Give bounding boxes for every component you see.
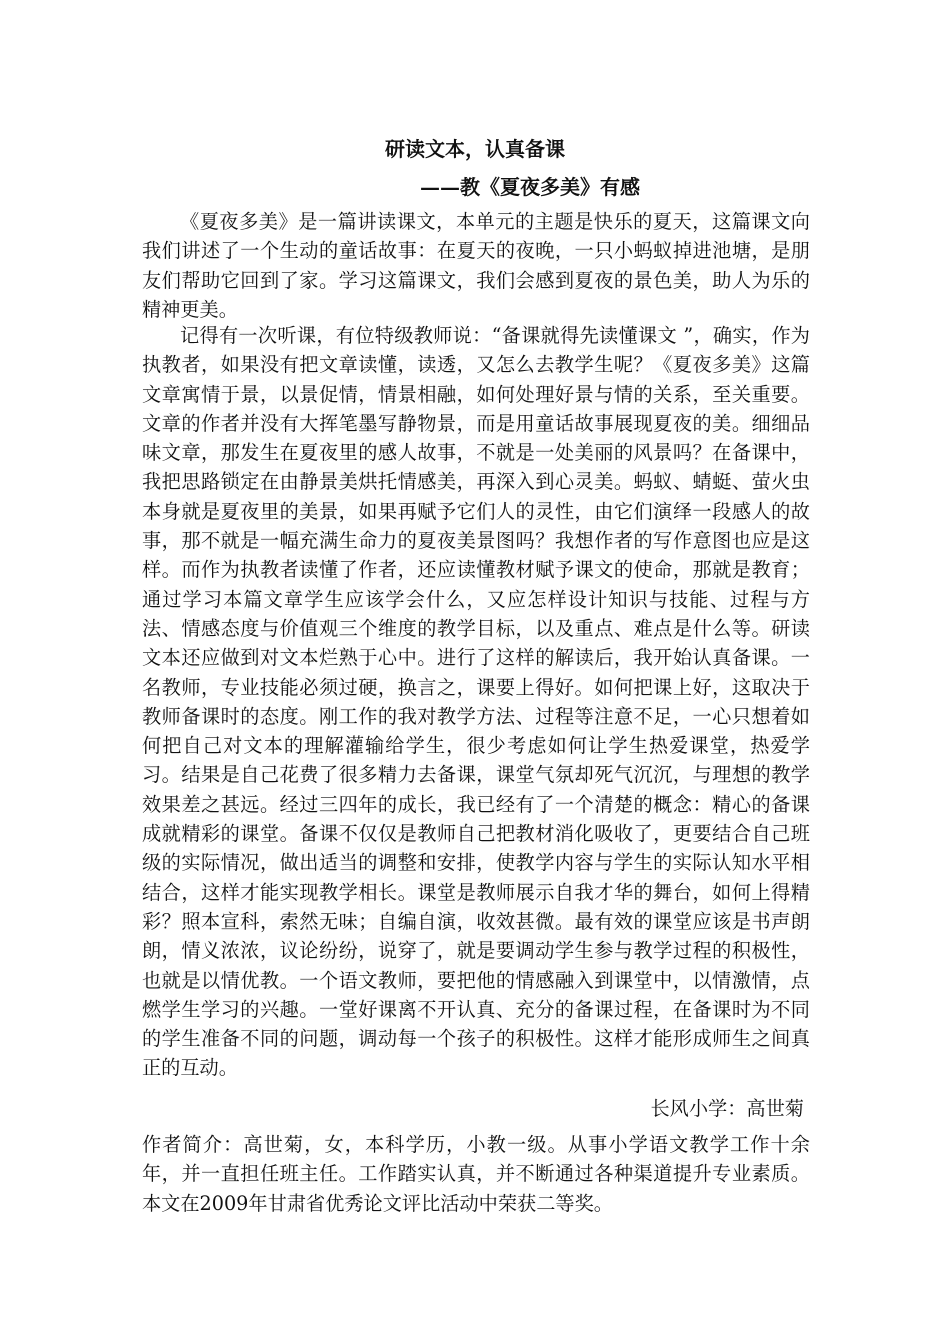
document-subtitle: ——教《夏夜多美》有感 — [420, 175, 640, 199]
paragraph-main: 记得有一次听课，有位特级教师说：“备课就得先读懂课文 ”，确实，作为执教者，如果没有把文章读懂，读透，又怎么去教学生呢？《夏夜多美》这篇文章寓情于景，以景促情，情景相融，如何处理好景与情的关系，至关重要。文章的作者并没有大挥笔墨写静物景，而是用童话故事展现夏夜的美。细细品味文章，那发生在夏夜里的感人故事，不就是一处美丽的风景吗？在备课中，我把思路锁定在由静景美烘托情感美，再深入到心灵美。蚂蚁、蜻蜓、萤火虫本身就是夏夜里的美景，如果再赋予它们人的灵性，由它们演绎一段感人的故事，那不就是一幅充满生命力的夏夜美景图吗？我想作者的写作意图也应是这样。而作为执教者读懂了作者，还应读懂教材赋予课文的使命，那就是教育；通过学习本篇文章学生应该学会什么，又应怎样设计知识与技能、过程与方法、情感态度与价值观三个维度的教学目标，以及重点、难点是什么等。研读文本还应做到对文本烂熟于心中。进行了这样的解读后，我开始认真备课。一名教师，专业技能必须过硬，换言之，课要上得好。如何把课上好，这取决于教师备课时的态度。刚工作的我对教学方法、过程等注意不足，一心只想着如何把自己对文本的理解灌输给学生，很少考虑如何让学生热爱课堂，热爱学习。结果是自己花费了很多精力去备课，课堂气氛却死气沉沉，与理想的教学效果差之甚远。经过三四年的成长，我已经有了一个清楚的概念：精心的备课成就精彩的课堂。备课不仅仅是教师自己把教材消化吸收了，更要结合自己班级的实际情况，做出适当的调整和安排，使教学内容与学生的实际认知水平相结合，这样才能实现教学相长。课堂是教师展示自我才华的舞台，如何上得精彩？照本宣科，索然无味；自编自演，收效甚微。最有效的课堂应该是书声朗朗，情义浓浓，议论纷纷，说穿了，就是要调动学生参与教学过程的积极性，也就是以情优教。一个语文教师，要把他的情感融入到课堂中，以情激情，点燃学生学习的兴趣。一堂好课离不开认真、充分的备课过程，在备课时为不同的学生准备不同的问题，调动每一个孩子的积极性。这样才能形成师生之间真正的互动。 — [142, 324, 810, 1080]
document-title: 研读文本，认真备课 — [385, 137, 565, 161]
author-bio: 作者简介：高世菊，女，本科学历，小教一级。从事小学语文教学工作十余年，并一直担任班主任。工作踏实认真，并不断通过各种渠道提升专业素质。本文在2009年甘肃省优秀论文评比活动中荣获二等奖。 — [142, 1133, 810, 1215]
author-signature: 长风小学：高世菊 — [650, 1097, 804, 1120]
paragraph-intro: 《夏夜多美》是一篇讲读课文，本单元的主题是快乐的夏天，这篇课文向我们讲述了一个生动的童话故事：在夏天的夜晚，一只小蚂蚁掉进池塘，是朋友们帮助它回到了家。学习这篇课文，我们会感到夏夜的景色美，助人为乐的精神更美。 — [142, 210, 810, 321]
